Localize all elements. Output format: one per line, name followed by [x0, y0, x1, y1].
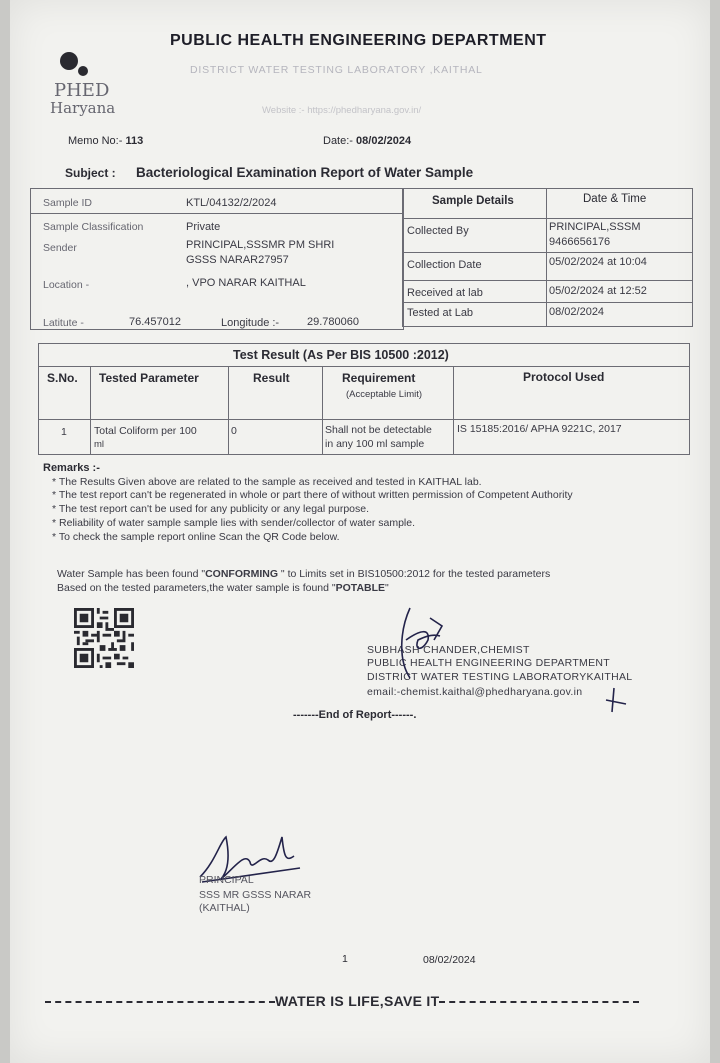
laboratory-name: DISTRICT WATER TESTING LABORATORY ,KAITHAL: [190, 64, 483, 76]
col-sno: S.No.: [47, 371, 78, 385]
collected-by-line-2: 9466656176: [549, 236, 611, 248]
signatory-dept: PUBLIC HEALTH ENGINEERING DEPARTMENT: [367, 657, 611, 669]
row-result: 0: [231, 425, 237, 437]
conclusion-text: ": [385, 582, 389, 594]
remark-text: Reliability of water sample sample lies with sender/collector of water sample.: [59, 517, 415, 529]
row-protocol: IS 15185:2016/ APHA 9221C, 2017: [457, 423, 622, 435]
date-label: Date:-: [323, 135, 353, 147]
location-label: Location -: [43, 279, 90, 291]
collection-date-label: Collection Date: [407, 259, 482, 271]
qr-code-icon[interactable]: [74, 608, 134, 668]
conclusion-text: Based on the tested parameters,the water sample is found ": [57, 582, 336, 594]
memo-value: 113: [125, 135, 144, 147]
row-param-line-1: Total Coliform per 100: [94, 425, 197, 437]
divider: [228, 366, 229, 454]
conclusion-text: " to Limits set in BIS10500:2012 for the tested parameters: [278, 568, 551, 580]
divider: [453, 366, 454, 454]
website-link[interactable]: Website :- https://phedharyana.gov.in/: [262, 105, 422, 116]
row-sno: 1: [61, 426, 67, 438]
signatory-email[interactable]: email:-chemist.kaithal@phedharyana.gov.in: [367, 686, 583, 698]
col-parameter: Tested Parameter: [99, 371, 199, 385]
divider: [45, 1001, 275, 1003]
report-sheet: [10, 0, 710, 1063]
remark-item: * The test report can't be regenerated in whole or part there of without written permission of Competent Authority: [52, 489, 573, 501]
page-number: 1: [342, 953, 348, 965]
datetime-header: Date & Time: [583, 193, 647, 205]
phed-logo-icon: [60, 52, 78, 70]
logo-text-haryana: Haryana: [50, 99, 116, 117]
divider: [90, 366, 91, 454]
sample-id-label: Sample ID: [43, 197, 93, 209]
remark-item: * Reliability of water sample sample lies with sender/collector of water sample.: [52, 517, 415, 529]
longitude-label: Longitude :-: [221, 317, 280, 329]
remark-text: The Results Given above are related to the sample as received and tested in KAITHAL lab.: [58, 476, 482, 488]
remark-text: The test report can't be used for any publicity or any legal purpose.: [58, 503, 370, 515]
signatory-name: SUBHASH CHANDER,CHEMIST: [367, 644, 530, 656]
chemist-signature-icon: [370, 600, 630, 720]
remark-text: The test report can't be regenerated in whole or part there of without written permission of Competent Authority: [58, 489, 573, 501]
col-requirement: Requirement: [342, 371, 416, 385]
phed-logo-dot-icon: [78, 66, 88, 76]
collected-by-line-1: PRINCIPAL,SSSM: [549, 221, 641, 233]
collected-by-label: Collected By: [407, 225, 469, 237]
latitude-label: Latitute -: [43, 317, 84, 329]
logo-text-phed: PHED: [54, 80, 110, 101]
latitude-value: 76.457012: [129, 316, 181, 328]
test-result-table: [38, 343, 690, 455]
footer-slogan: [45, 993, 639, 1009]
result-table-title: Test Result (As Per BIS 10500 :2012): [233, 348, 449, 362]
remark-item: * The Results Given above are related to the sample as received and tested in KAITHAL lab.: [52, 476, 482, 488]
classification-value: Private: [186, 221, 221, 233]
divider: [39, 366, 689, 367]
tested-label: Tested at Lab: [407, 307, 474, 319]
received-label: Received at lab: [407, 287, 483, 299]
slogan-text: WATER IS LIFE,SAVE IT: [275, 993, 440, 1009]
tested-value: 08/02/2024: [549, 306, 605, 318]
remark-item: * To check the sample report online Scan the QR Code below.: [52, 531, 340, 543]
received-value: 05/02/2024 at 12:52: [549, 285, 647, 297]
details-header: Sample Details: [432, 195, 514, 207]
principal-title: PRINCIPAL: [199, 874, 254, 886]
divider: [322, 366, 323, 454]
divider: [403, 218, 692, 219]
department-title: PUBLIC HEALTH ENGINEERING DEPARTMENT: [170, 32, 547, 49]
row-param-line-2: ml: [94, 439, 105, 450]
end-of-report: -------End of Report------.: [293, 709, 417, 721]
conforming-label: CONFORMING: [205, 568, 279, 580]
divider: [39, 419, 689, 420]
remarks-title: Remarks :-: [43, 462, 100, 474]
sender-label: Sender: [43, 242, 77, 254]
row-req-line-2: in any 100 ml sample: [325, 438, 425, 450]
subject-title: Bacteriological Examination Report of Water Sample: [136, 165, 474, 180]
collection-date-value: 05/02/2024 at 10:04: [549, 256, 647, 268]
subject-label: Subject :: [65, 166, 116, 180]
conclusion-line-1: [57, 568, 550, 580]
divider: [403, 252, 692, 253]
col-result: Result: [253, 371, 290, 385]
longitude-value: 29.780060: [307, 316, 359, 328]
remark-text: To check the sample report online Scan the QR Code below.: [58, 531, 340, 543]
row-req-line-1: Shall not be detectable: [325, 424, 432, 436]
sender-line-1: PRINCIPAL,SSSMR PM SHRI: [186, 239, 335, 251]
potable-label: POTABLE: [335, 582, 386, 594]
col-protocol: Protocol Used: [523, 370, 605, 384]
report-date: [323, 135, 411, 147]
location-value: , VPO NARAR KAITHAL: [186, 277, 306, 289]
divider: [403, 302, 692, 303]
principal-school: SSS MR GSSS NARAR: [199, 889, 312, 901]
signatory-lab: DISTRICT WATER TESTING LABORATORYKAITHAL: [367, 671, 633, 683]
principal-district: (KAITHAL): [199, 902, 250, 914]
remark-item: * The test report can't be used for any publicity or any legal purpose.: [52, 503, 370, 515]
divider: [31, 213, 403, 214]
conclusion-text: Water Sample has been found ": [57, 568, 206, 580]
memo-number: [68, 135, 143, 147]
divider: [546, 189, 547, 326]
divider: [403, 280, 692, 281]
sample-details-box: [402, 188, 693, 327]
sender-line-2: GSSS NARAR27957: [186, 254, 289, 266]
classification-label: Sample Classification: [43, 221, 144, 233]
conclusion-line-2: [57, 582, 389, 594]
col-requirement-sub: (Acceptable Limit): [346, 389, 423, 400]
date-value: 08/02/2024: [356, 135, 412, 147]
footer-date: 08/02/2024: [423, 954, 476, 966]
divider: [439, 1001, 639, 1003]
memo-label: Memo No:-: [68, 135, 123, 147]
sample-id-value: KTL/04132/2/2024: [186, 197, 277, 209]
sample-info-box: [30, 188, 404, 330]
